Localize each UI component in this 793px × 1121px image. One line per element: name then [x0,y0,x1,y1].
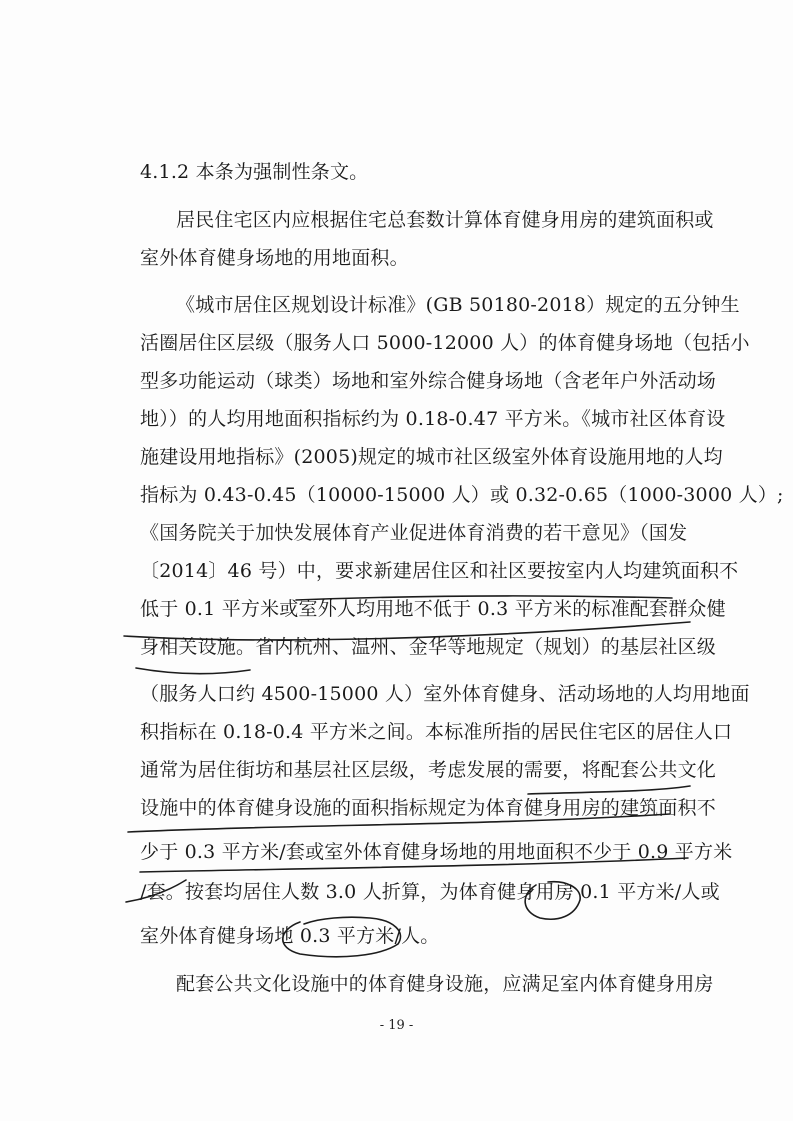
paragraph-2-line-14: 设施中的体育健身设施的面积指标规定为体育健身用房的建筑面积不 [140,797,717,819]
paragraph-2-line-9: 低于 0.1 平方米或室外人均用地不低于 0.3 平方米的标准配套群众健 [140,598,726,620]
paragraph-2-line-1: 《城市居住区规划设计标准》(GB 50180-2018）规定的五分钟生 [176,294,740,316]
paragraph-2-line-11: （服务人口约 4500-15000 人）室外体育健身、活动场地的人均用地面 [140,683,750,705]
clause-heading: 4.1.2 本条为强制性条文。 [140,161,369,183]
paragraph-2-line-4: 地））的人均用地面积指标约为 0.18-0.47 平方米。《城市社区体育设 [140,408,726,430]
paragraph-2-line-2: 活圈居住区层级（服务人口 5000-12000 人）的体育健身场地（包括小 [140,332,750,354]
paragraph-2-line-7: 《国务院关于加快发展体育产业促进体育消费的若干意见》（国发 [140,522,688,544]
page-number: - 19 - [379,1018,414,1033]
paragraph-2-line-10: 身相关设施。省内杭州、温州、金华等地规定（规划）的基层社区级 [140,636,717,658]
paragraph-2-line-8: 〔2014〕46 号）中，要求新建居住区和社区要按室内人均建筑面积不 [140,560,739,582]
paragraph-2-line-6: 指标为 0.43-0.45（10000-15000 人）或 0.32-0.65（1000-3000 人）; [140,484,784,506]
paragraph-2-line-15: 少于 0.3 平方米/套或室外体育健身场地的用地面积不少于 0.9 平方米 [140,841,733,863]
paragraph-2-line-17: 室外体育健身场地 0.3 平方米/人。 [140,925,440,947]
paragraph-1-line-2: 室外体育健身场地的用地面积。 [140,247,409,269]
paragraph-2-line-5: 施建设用地指标》(2005)规定的城市社区级室外体育设施用地的人均 [140,446,723,468]
ink-underline-3 [136,668,250,674]
paragraph-3-line-1: 配套公共文化设施中的体育健身设施，应满足室内体育健身用房 [176,973,714,995]
paragraph-1-line-1: 居民住宅区内应根据住宅总套数计算体育健身用房的建筑面积或 [176,209,714,231]
paragraph-2-line-3: 型多功能运动（球类）场地和室外综合健身场地（含老年户外活动场 [140,370,717,392]
ink-underline-4 [528,786,690,794]
paragraph-2-line-16: /套。按套均居住人数 3.0 人折算，为体育健身用房 0.1 平方米/人或 [140,881,720,903]
paragraph-2-line-12: 积指标在 0.18-0.4 平方米之间。本标准所指的居民住宅区的居住人口 [140,721,733,743]
paragraph-2-line-13: 通常为居住街坊和基层社区层级，考虑发展的需要，将配套公共文化 [140,759,717,781]
